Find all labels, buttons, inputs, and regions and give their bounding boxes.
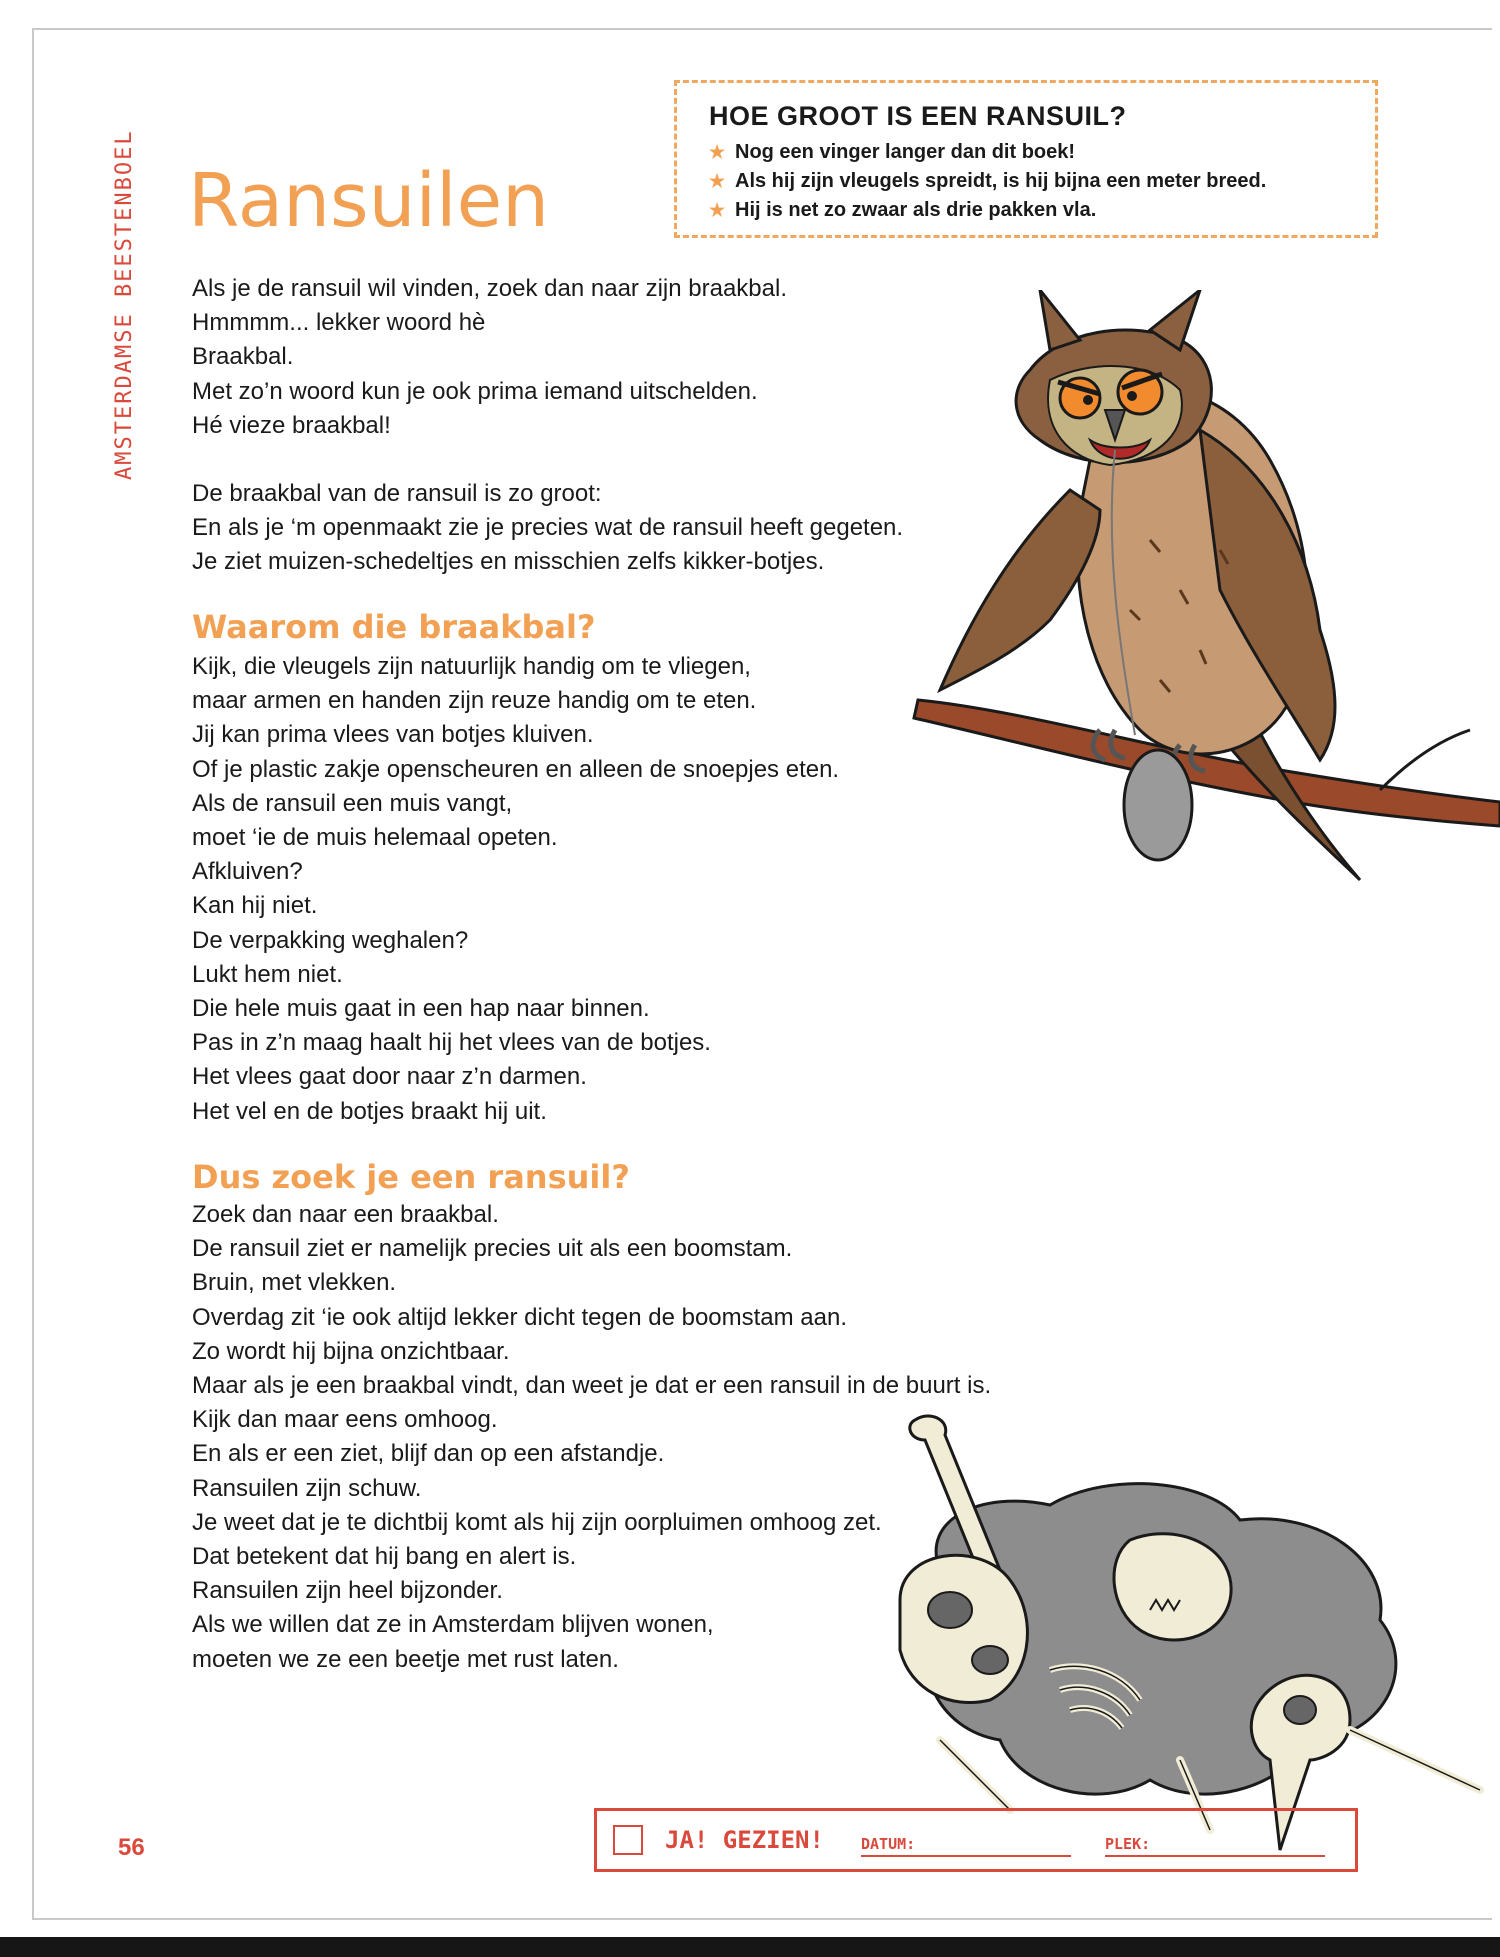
fact-box-title: HOE GROOT IS EEN RANSUIL? <box>709 101 1127 131</box>
star-icon: ★ <box>709 171 726 191</box>
side-label: AMSTERDAMSE BEESTENBOEL <box>112 129 137 480</box>
fact-item <box>709 138 1375 167</box>
body-line: Als de ransuil een muis vangt, <box>192 789 513 817</box>
fact-text: Nog een vinger langer dan dit boek! <box>735 141 1076 163</box>
body-line: Zoek dan naar een braakbal. <box>192 1201 499 1228</box>
body-line: De verpakking weghalen? <box>192 926 469 954</box>
body-line: Jij kan prima vlees van botjes kluiven. <box>192 721 594 749</box>
seen-label: JA! GEZIEN! <box>665 1826 824 1854</box>
body-line: Die hele muis gaat in een hap naar binnen. <box>192 995 650 1023</box>
date-label: DATUM: <box>861 1835 916 1853</box>
pellet-shape <box>1124 750 1192 860</box>
page-number: 56 <box>118 1834 145 1861</box>
skull-shape <box>1114 1534 1231 1640</box>
section-paragraph <box>192 650 839 1129</box>
body-line: moet ‘ie de muis helemaal opeten. <box>192 824 558 852</box>
body-line: Ransuilen zijn schuw. <box>192 1474 422 1502</box>
body-line: Hmmmm... lekker woord hè <box>192 309 486 337</box>
body-line: En als je ‘m openmaakt zie je precies wat de ransuil heeft gegeten. <box>192 514 904 542</box>
section-heading: Waarom die braakbal? <box>192 608 596 646</box>
body-line: Het vlees gaat door naar z’n darmen. <box>192 1063 587 1091</box>
body-line: Hé vieze braakbal! <box>192 411 391 439</box>
body-line: Kijk, die vleugels zijn natuurlijk handig om te vliegen, <box>192 653 751 680</box>
body-line: Overdag zit ‘ie ook altijd lekker dicht tegen de boomstam aan. <box>192 1303 848 1331</box>
body-line: Afkluiven? <box>192 858 303 886</box>
star-icon: ★ <box>709 142 726 162</box>
body-line: moeten we ze een beetje met rust laten. <box>192 1645 619 1673</box>
body-line: Als je de ransuil wil vinden, zoek dan naar zijn braakbal. <box>192 275 787 302</box>
body-line: Kijk dan maar eens omhoog. <box>192 1406 498 1434</box>
seen-checkbox[interactable] <box>613 1825 643 1855</box>
body-line: Lukt hem niet. <box>192 960 343 988</box>
fact-list <box>709 138 1375 225</box>
body-line: Je ziet muizen-schedeltjes en misschien zelfs kikker-botjes. <box>192 548 825 576</box>
ear-tuft <box>1040 290 1080 350</box>
body-line: maar armen en handen zijn reuze handig om te eten. <box>192 687 757 715</box>
fact-text: Als hij zijn vleugels spreidt, is hij bijna een meter breed. <box>735 170 1267 192</box>
body-line: Het vel en de botjes braakt hij uit. <box>192 1097 547 1125</box>
owl-illustration <box>900 290 1500 1020</box>
twig-line <box>1380 730 1470 790</box>
body-line: Of je plastic zakje openscheuren en alleen de snoepjes eten. <box>192 755 840 783</box>
body-line: En als er een ziet, blijf dan op een afstandje. <box>192 1440 665 1468</box>
section-paragraph <box>192 1198 991 1677</box>
body-line: Met zo’n woord kun je ook prima iemand uitschelden. <box>192 377 758 405</box>
place-field[interactable] <box>1105 1855 1325 1857</box>
fact-item <box>709 196 1375 225</box>
body-line: Ransuilen zijn heel bijzonder. <box>192 1577 503 1605</box>
bottom-band <box>0 1937 1500 1957</box>
body-line: Bruin, met vlekken. <box>192 1269 397 1297</box>
body-line: Zo wordt hij bijna onzichtbaar. <box>192 1337 510 1365</box>
fact-box <box>674 80 1378 238</box>
fact-text: Hij is net zo zwaar als drie pakken vla. <box>735 199 1097 221</box>
body-line: Dat betekent dat hij bang en alert is. <box>192 1543 577 1571</box>
body-line: Maar als je een braakbal vindt, dan weet je dat er een ransuil in de buurt is. <box>192 1372 992 1400</box>
body-line: Kan hij niet. <box>192 892 318 920</box>
body-line: De ransuil ziet er namelijk precies uit als een boomstam. <box>192 1235 793 1263</box>
place-label: PLEK: <box>1105 1835 1151 1853</box>
seen-box <box>594 1808 1358 1872</box>
owl-wing <box>940 490 1100 690</box>
body-line: Je weet dat je te dichtbij komt als hij zijn oorpluimen omhoog zet. <box>192 1508 882 1536</box>
body-line: De braakbal van de ransuil is zo groot: <box>192 480 602 508</box>
date-field[interactable] <box>861 1855 1071 1857</box>
body-line: Braakbal. <box>192 343 294 371</box>
intro-paragraph <box>192 272 903 580</box>
body-line: Als we willen dat ze in Amsterdam blijven wonen, <box>192 1611 714 1639</box>
body-line: Pas in z’n maag haalt hij het vlees van de botjes. <box>192 1029 711 1057</box>
section-heading: Dus zoek je een ransuil? <box>192 1158 630 1196</box>
skull-shape <box>900 1555 1027 1702</box>
fact-item <box>709 167 1375 196</box>
page-title: Ransuilen <box>188 158 550 244</box>
star-icon: ★ <box>709 200 726 220</box>
